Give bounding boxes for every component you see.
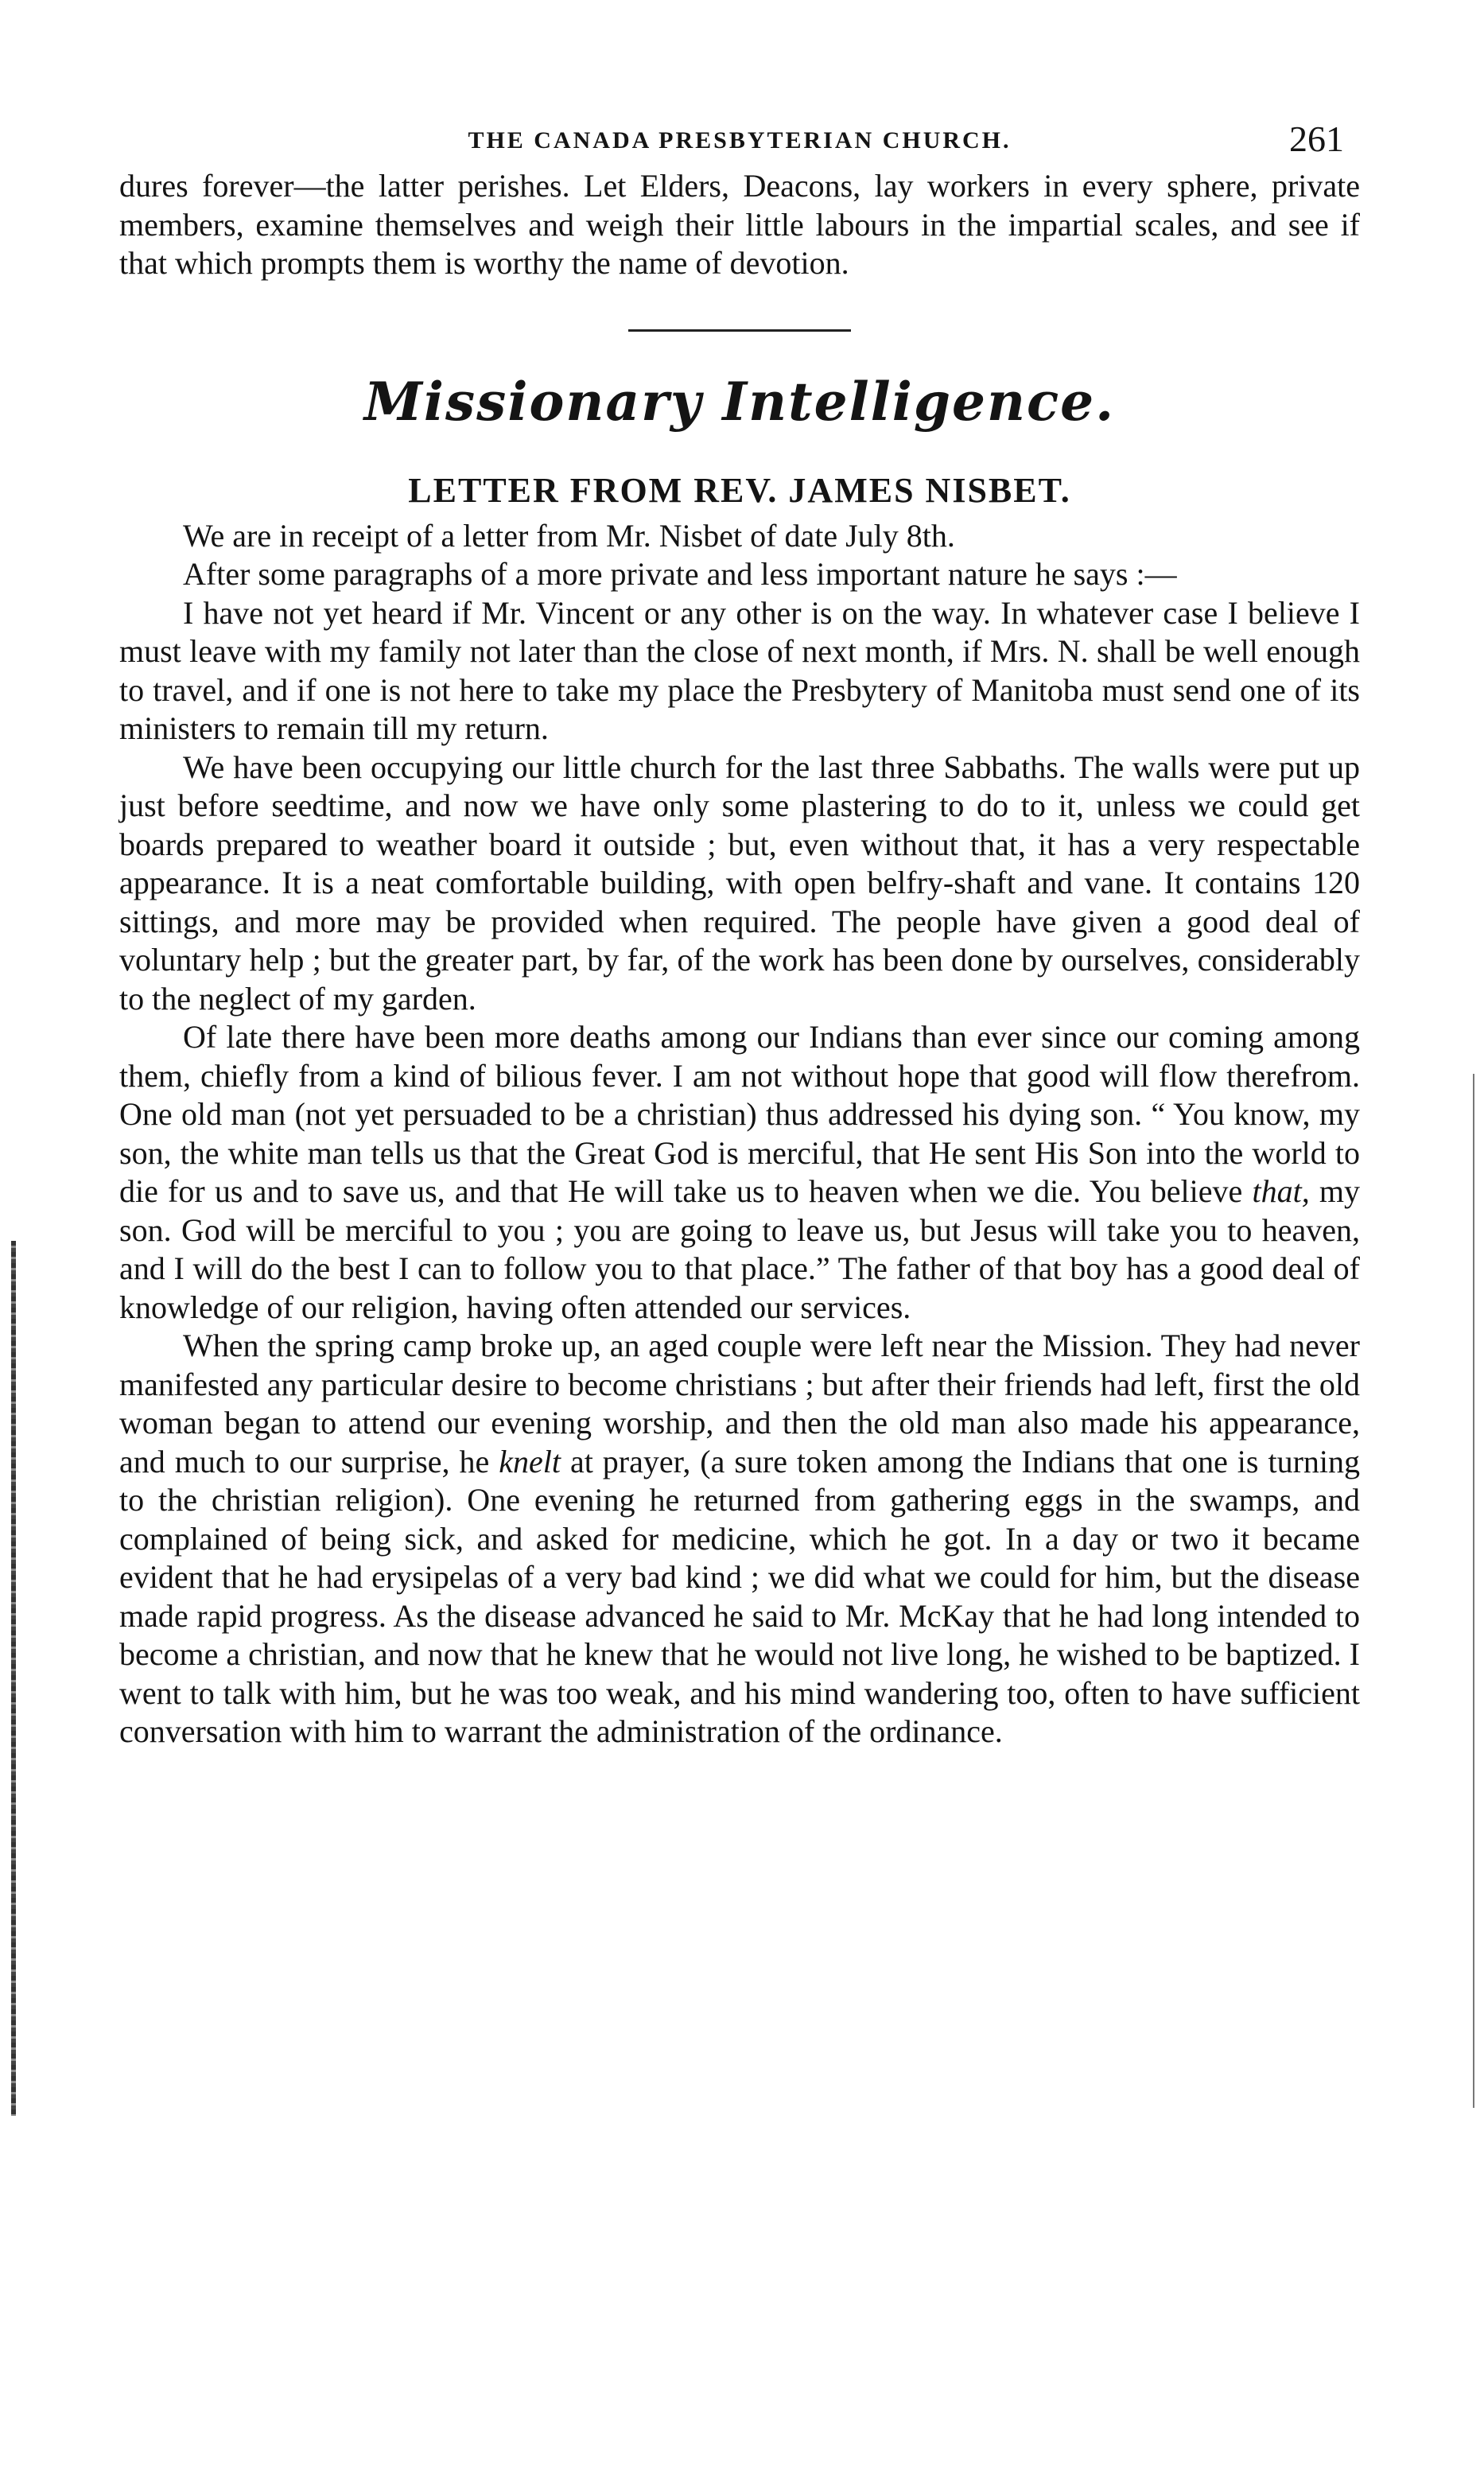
article-intro-2: After some paragraphs of a more private and less important nature he says :— <box>183 556 1177 592</box>
running-title: THE CANADA PRESBYTERIAN CHURCH. <box>468 127 1012 154</box>
emphasis-that: that, <box>1252 1173 1310 1209</box>
binding-edge-mark <box>11 1241 16 2116</box>
running-head <box>119 111 1360 167</box>
right-margin-line <box>1473 1074 1474 2108</box>
emphasis-knelt: knelt <box>499 1443 561 1479</box>
article-title: LETTER FROM REV. JAMES NISBET. <box>408 470 1071 510</box>
section-heading: Missionary Intelligence. <box>363 370 1116 433</box>
letter-paragraph-3-part-b: my son. God will be merciful to you ; you are going to leave us, but Jesus will take you to heaven, and I will do the best I can to follow you to that place.” The father of that boy has a good deal of knowledge of our religion, having often attended our services. <box>119 1173 1361 1325</box>
page-number: 261 <box>1289 119 1344 159</box>
letter-paragraph-4 <box>119 1327 1360 1752</box>
page <box>119 111 1360 1752</box>
opening-paragraph: dures forever—the latter perishes. Let Elders, Deacons, lay workers in every sphere, private members, examine themselves and weigh their little labours in the impartial scales, and see if that which prompts them is worthy the name of devotion. <box>119 168 1360 281</box>
letter-paragraph-1: I have not yet heard if Mr. Vincent or any other is on the way. In whatever case I believe I must leave with my family not later than the close of next month, if Mrs. N. shall be well enough to travel, and if one is not here to take my place the Presbytery of Manitoba must send one of its ministers to remain till my return. <box>119 594 1360 746</box>
letter-paragraph-3-part-a: Of late there have been more deaths among our Indians than ever since our coming among them, chiefly from a kind of bilious fever. I am not without hope that good will flow therefrom. One old man (not yet persuaded to be a christian) thus addressed his dying son. “ You know, my son, the white man tells us that the Great God is merciful, that He sent His Son into the world to die for us and to save us, and that He will take us to heaven when we die. You believe <box>119 1019 1360 1209</box>
section-divider <box>628 329 851 332</box>
letter-paragraph-3 <box>119 1018 1360 1327</box>
letter-paragraph-4-part-a: When the spring camp broke up, an aged couple were left near the Mission. They had never manifested any particular desire to become christians ; but after their friends had left, first the old woman began to attend our evening worship, and then the old man also made his appearance, and much to our surprise, he <box>119 1328 1360 1479</box>
letter-paragraph-2: We have been occupying our little church for the last three Sabbaths. The walls were put up just before seedtime, and now we have only some plastering to do to it, unless we could get boards prepared to weather board it outside ; but, even without that, it has a very respectable appearance. It is a neat comfortable building, with open belfry-shaft and vane. It contains 120 sittings, and more may be provided when required. The people have given a good deal of voluntary help ; but the greater part, by far, of the work has been done by ourselves, considerably to the neglect of my garden. <box>119 748 1360 1017</box>
article-intro: We are in receipt of a letter from Mr. Nisbet of date July 8th. <box>183 517 955 554</box>
letter-paragraph-4-part-b: at prayer, (a sure token among the Indians that one is turning to the christian religion). One evening he returned from gathering eggs in the swamps, and complained of being sick, and asked for medicine, which he got. In a day or two it became evident that he had erysipelas of a very bad kind ; we did what we could for him, but the disease made rapid progress. As the disease advanced he said to Mr. McKay that he had long intended to become a christian, and now that he knew that he would not live long, he wished to be baptized. I went to talk with him, but he was too weak, and his mind wandering too, often to have sufficient conversation with him to warrant the administration of the ordinance. <box>119 1443 1361 1749</box>
